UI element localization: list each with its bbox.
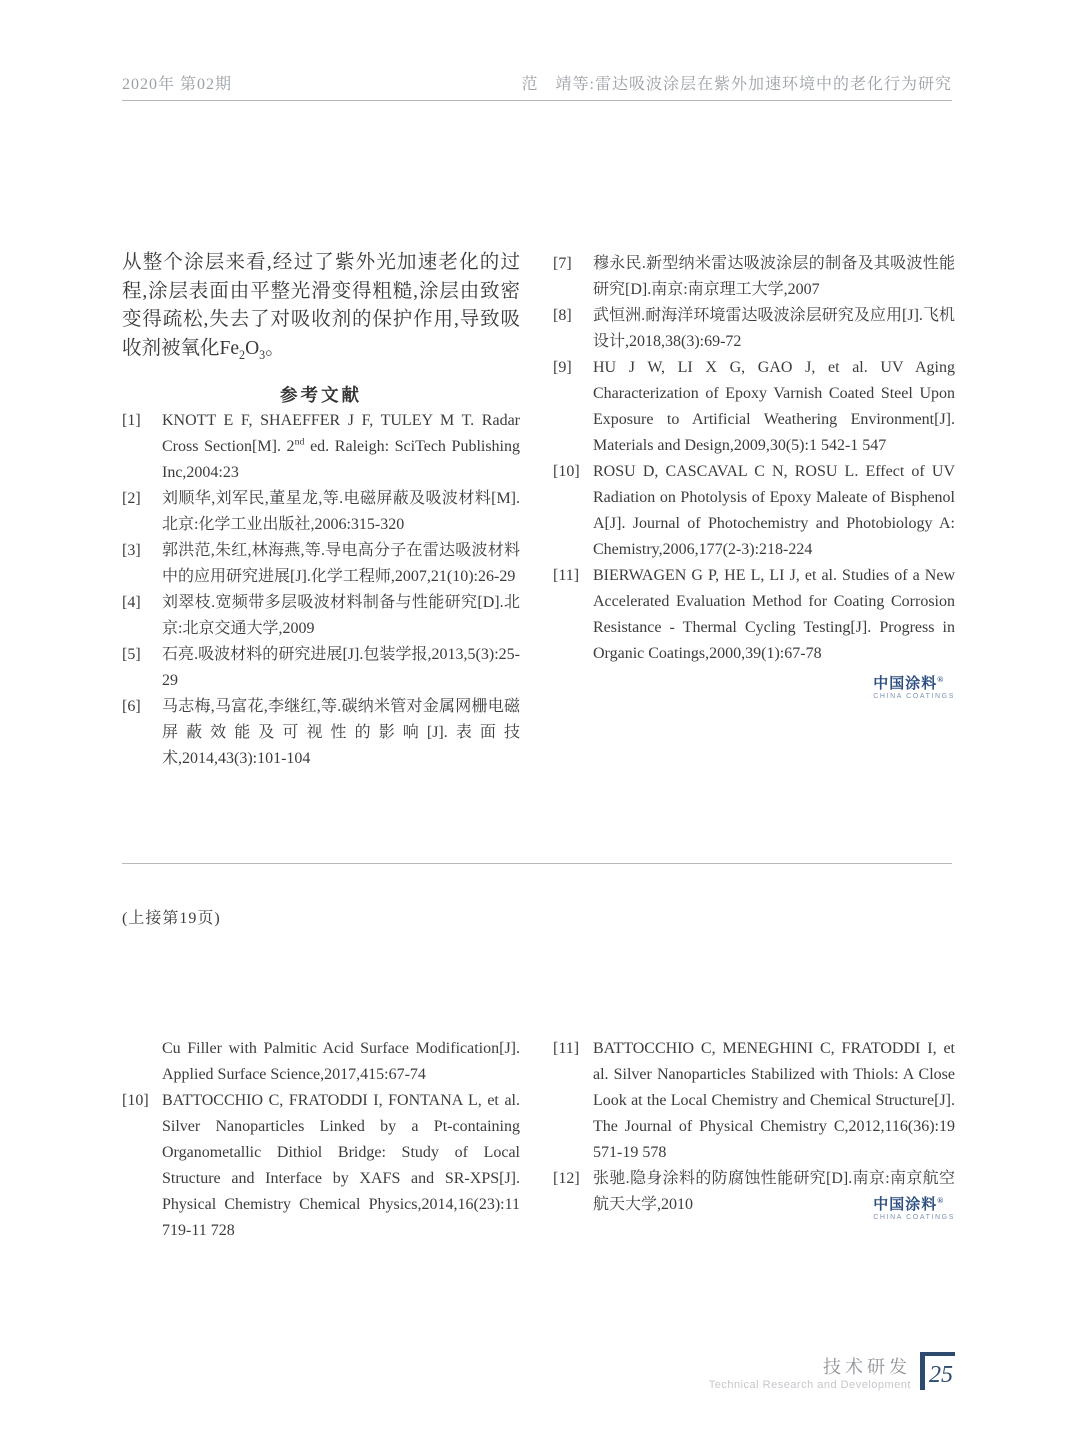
logo-en-text: CHINA COATINGS — [873, 693, 955, 700]
reference-item — [553, 563, 955, 667]
logo-cn-text — [873, 1193, 955, 1213]
reference-marker: [8] — [553, 307, 572, 324]
reference-marker: [1] — [122, 412, 141, 429]
logo-en-text: CHINA COATINGS — [873, 1214, 955, 1221]
footer-section-en: Technical Research and Development — [708, 1379, 911, 1391]
reference-text: 石亮.吸波材料的研究进展[J].包装学报,2013,5(3):25-29 — [162, 646, 520, 689]
china-coatings-logo — [873, 1193, 955, 1221]
reference-text: HU J W, LI X G, GAO J, et al. UV Aging Characterization of Epoxy Varnish Coated Steel Upon Exposure to Artificial Weathering Environment[J]. Materials and Design,2009,30(5):1 542-1 547 — [593, 359, 955, 454]
continued-from-note: (上接第19页) — [122, 910, 221, 927]
china-coatings-logo — [873, 672, 955, 700]
reference-item — [122, 694, 520, 772]
reference-item — [122, 642, 520, 694]
reference-text: 穆永民.新型纳米雷达吸波涂层的制备及其吸波性能研究[D].南京:南京理工大学,2007 — [593, 255, 955, 298]
references-heading: 参考文献 — [280, 385, 362, 405]
reference-list-right — [553, 251, 955, 667]
footer-section-cn: 技术研发 — [823, 1357, 911, 1377]
page-number-badge — [920, 1352, 955, 1398]
reference-text: 马志梅,马富花,李继红,等.碳纳米管对金属网栅电磁屏蔽效能及可视性的影响[J].表面技术,2014,43(3):101-104 — [162, 698, 520, 767]
footer-section-labels — [709, 1352, 911, 1393]
reference-text: 郭洪范,朱红,林海燕,等.导电高分子在雷达吸波材料中的应用研究进展[J].化学工程师,2007,21(10):26-29 — [162, 542, 520, 585]
registered-mark-icon: ® — [937, 675, 945, 684]
registered-mark-icon: ® — [937, 1196, 945, 1205]
reference-text: BIERWAGEN G P, HE L, LI J, et al. Studies of a New Accelerated Evaluation Method for Coating Corrosion Resistance - Thermal Cycling Testing[J]. Progress in Organic Coatings,2000,39(1):67-78 — [593, 567, 955, 662]
section-divider — [122, 863, 952, 864]
reference-marker: [7] — [553, 255, 572, 272]
reference-marker: [10] — [122, 1092, 149, 1109]
logo-cn-label: 中国涂料 — [873, 676, 938, 692]
logo-cn-text — [873, 672, 955, 692]
reference-item — [553, 355, 955, 459]
reference-marker: [6] — [122, 698, 141, 715]
reference-marker: [2] — [122, 490, 141, 507]
reference-marker — [122, 1036, 162, 1088]
reference-item — [122, 538, 520, 590]
reference-text: 张驰.隐身涂料的防腐蚀性能研究[D].南京:南京航空航天大学,2010 — [593, 1170, 955, 1213]
reference-text: ROSU D, CASCAVAL C N, ROSU L. Effect of UV Radiation on Photolysis of Epoxy Maleate of Bisphenol A[J]. Journal of Photochemistry and Photobiology A: Chemistry,2006,177(2-3):218-224 — [593, 463, 955, 558]
reference-marker: [9] — [553, 359, 572, 376]
reference-text: BATTOCCHIO C, MENEGHINI C, FRATODDI I, et al. Silver Nanoparticles Stabilized with Thiols: A Close Look at the Local Chemistry and Chemical Structure[J]. The Journal of Physical Chemistry C,2012,116(36):19 571-19 578 — [593, 1040, 955, 1161]
page-header — [122, 72, 952, 101]
reference-item — [553, 1036, 955, 1166]
continued-reference-list-left — [122, 1036, 520, 1244]
top-left-column — [122, 249, 520, 772]
page-footer — [709, 1352, 955, 1398]
reference-item — [122, 1088, 520, 1244]
page-number: 25 — [929, 1362, 953, 1388]
reference-list-left — [122, 408, 520, 772]
reference-marker: [10] — [553, 463, 580, 480]
reference-text: 武恒洲.耐海洋环境雷达吸波涂层研究及应用[J].飞机设计,2018,38(3):69-72 — [593, 307, 955, 350]
reference-marker: [11] — [553, 567, 580, 584]
reference-text: Cu Filler with Palmitic Acid Surface Modification[J]. Applied Surface Science,2017,415:67-74 — [162, 1040, 520, 1083]
closing-paragraph: 从整个涂层来看,经过了紫外光加速老化的过程,涂层表面由平整光滑变得粗糙,涂层由致密变得疏松,失去了对吸收剂的保护作用,导致吸收剂被氧化$Fe_2O_3$。 — [122, 252, 520, 362]
reference-item — [122, 486, 520, 538]
reference-item — [553, 303, 955, 355]
reference-marker: [3] — [122, 542, 141, 559]
reference-text: KNOTT E F, SHAEFFER J F, TULEY M T. Radar Cross Section[M]. 2nd ed. Raleigh: SciTech Publishing Inc,2004:23 — [162, 412, 521, 481]
bottom-right-column — [553, 1035, 955, 1221]
reference-text: 刘翠枝.宽频带多层吸波材料制备与性能研究[D].北京:北京交通大学,2009 — [162, 594, 520, 637]
reference-item — [122, 408, 520, 486]
reference-item — [553, 251, 955, 303]
reference-marker: [11] — [553, 1040, 580, 1057]
top-right-column — [553, 250, 955, 700]
running-title: 范 靖等:雷达吸波涂层在紫外加速环境中的老化行为研究 — [521, 76, 952, 93]
reference-marker: [5] — [122, 646, 141, 663]
china-coatings-logo-row — [553, 672, 955, 700]
continued-reference-list-right — [553, 1036, 955, 1218]
bottom-left-column — [122, 1035, 520, 1244]
issue-label: 2020年 第02期 — [122, 76, 233, 93]
reference-item — [553, 459, 955, 563]
reference-item — [122, 590, 520, 642]
reference-marker: [12] — [553, 1170, 580, 1187]
reference-text: 刘顺华,刘军民,董星龙,等.电磁屏蔽及吸波材料[M].北京:化学工业出版社,2006:315-320 — [162, 490, 520, 533]
reference-marker: [4] — [122, 594, 141, 611]
reference-item — [122, 1036, 520, 1088]
reference-text: BATTOCCHIO C, FRATODDI I, FONTANA L, et al. Silver Nanoparticles Linked by a Pt-containing Organometallic Dithiol Bridge: Study of Local Structure and Interface by XAFS and SR-XPS[J]. Physical Chemistry Chemical Physics,2014,16(23):11 719-11 728 — [162, 1092, 520, 1239]
logo-cn-label: 中国涂料 — [873, 1197, 938, 1213]
